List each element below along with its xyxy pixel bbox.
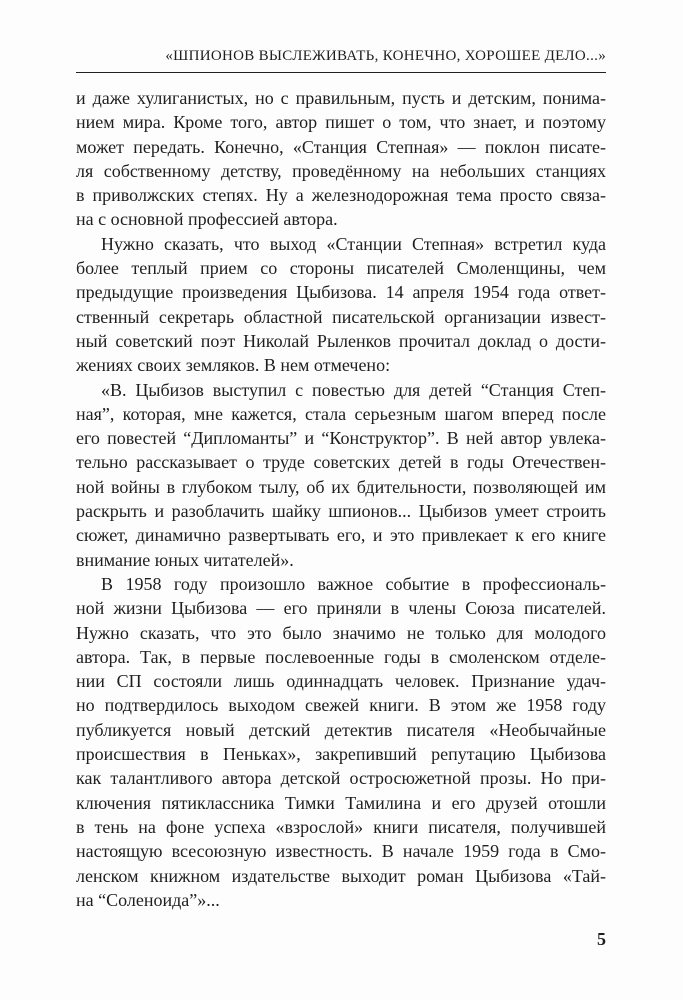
text-line: на “Соленоида”»... — [76, 889, 220, 910]
text-line: ной жизни Цыбизова — его приняли в члены Союза писателей. — [76, 598, 606, 619]
text-line: ственный секретарь областной писательской организации извест- — [76, 306, 606, 327]
text-line: но подтвердилось выходом свежей книги. В этом же 1958 году — [76, 695, 606, 716]
text-line: тельно рассказывает о труде советских детей в годы Отечествен- — [76, 452, 606, 473]
text-line: ключения пятиклассника Тимки Тамилина и его друзей отошли — [76, 792, 606, 813]
text-line: Нужно сказать, что это было значимо не только для молодого — [76, 622, 606, 643]
text-line: и даже хулиганистых, но с правильным, пусть и детским, понима- — [76, 88, 606, 108]
paragraph — [76, 572, 606, 912]
text-line: Нужно сказать, что выход «Станции Степная» встретил куда — [101, 233, 606, 254]
text-line: может передать. Конечно, «Станция Степная» — поклон писате- — [76, 136, 606, 157]
text-line: как талантливого автора детской остросюжетной прозы. Но при- — [76, 768, 606, 789]
text-line: ленском книжном издательстве выходит роман Цыбизова «Тай- — [76, 865, 606, 886]
text-line: внимание юных читателей». — [76, 549, 294, 570]
page-number: 5 — [597, 929, 606, 949]
text-line: в приволжских степях. Ну а железнодорожная тема просто связа- — [76, 185, 606, 206]
paragraph — [76, 232, 606, 378]
text-line: ной войны в глубоком тылу, об их бдительности, позволяющей им — [76, 476, 606, 497]
header-rule — [76, 72, 606, 73]
paragraph — [76, 86, 606, 232]
text-line: нии СП состояли лишь одиннадцать человек. Признание удач- — [76, 671, 606, 692]
text-line: в тень на фоне успеха «взрослой» книги писателя, получившей — [76, 816, 606, 837]
text-line: нием мира. Кроме того, автор пишет о том, что знает, и поэтому — [76, 112, 606, 133]
text-line: «В. Цыбизов выступил с повестью для детей “Станция Степ- — [101, 379, 606, 400]
text-line: В 1958 году произошло важное событие в профессиональ- — [101, 573, 606, 594]
text-line: на с основной профессией автора. — [76, 209, 338, 230]
text-line: жениях своих земляков. В нем отмечено: — [76, 355, 391, 376]
text-line: публикуется новый детский детектив писателя «Необычайные — [76, 719, 606, 740]
text-line: его повестей “Дипломанты” и “Конструктор”. В ней автор увлека- — [76, 428, 606, 449]
body-text — [76, 86, 606, 912]
text-line: настоящую всесоюзную известность. В начале 1959 года в Смо- — [76, 841, 606, 862]
text-line: раскрыть и разоблачить шайку шпионов... Цыбизов умеет строить — [76, 501, 606, 522]
text-line: предыдущие произведения Цыбизова. 14 апреля 1954 года ответ- — [76, 282, 606, 303]
text-line: автора. Так, в первые послевоенные годы в смоленском отделе- — [76, 646, 606, 667]
text-line: ля собственному детству, проведённому на небольших станциях — [76, 160, 606, 181]
paragraph — [76, 378, 606, 572]
text-line: происшествия в Пеньках», закрепивший репутацию Цыбизова — [76, 744, 606, 765]
text-line: ный советский поэт Николай Рыленков прочитал доклад о дости- — [76, 330, 606, 351]
running-header: «ШПИОНОВ ВЫСЛЕЖИВАТЬ, КОНЕЧНО, ХОРОШЕЕ ДЕЛО...» — [165, 48, 606, 64]
text-line: более теплый прием со стороны писателей Смоленщины, чем — [76, 258, 606, 279]
text-line: сюжет, динамично развертывать его, и это привлекает к его книге — [76, 525, 606, 546]
text-line: ная”, которая, мне кажется, стала серьезным шагом вперед после — [76, 403, 606, 424]
